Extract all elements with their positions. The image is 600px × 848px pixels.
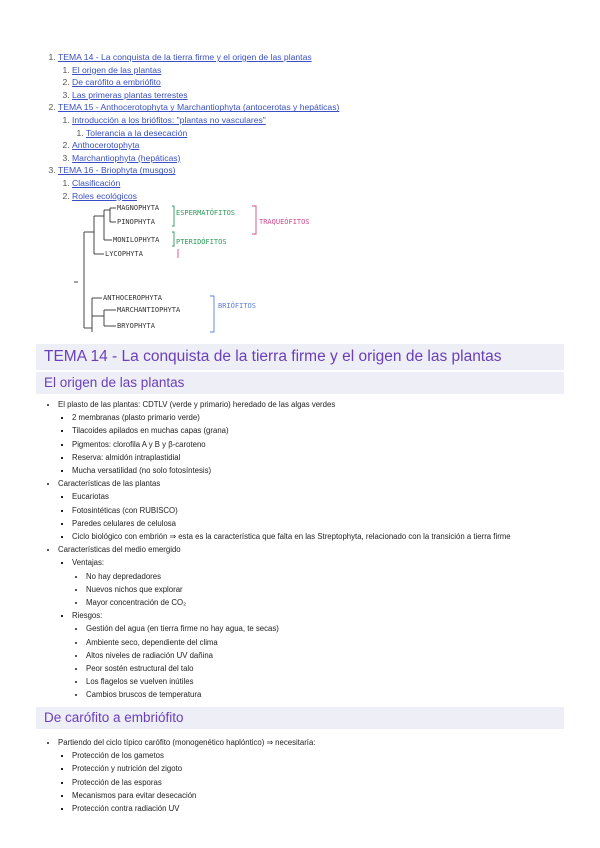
toc-link-roles[interactable]: Roles ecológicos	[72, 190, 137, 201]
toc-link-tema-15[interactable]: TEMA 15 - Anthocerotophyta y Marchantiophyta (antocerotas y hepáticas)	[58, 102, 340, 113]
annotation-traqueofitos: TRAQUEÓFITOS	[259, 218, 310, 226]
toc-link-carofito[interactable]: De carófito a embriófito	[72, 77, 161, 88]
taxon-label: PINOPHYTA	[117, 218, 155, 226]
toc-item	[86, 127, 564, 140]
section-carofito-content	[46, 736, 566, 815]
annotation-espermatofitos: ESPERMATÓFITOS	[176, 209, 236, 217]
toc-link-clasificacion[interactable]: Clasificación	[72, 177, 121, 188]
toc-item	[72, 64, 564, 77]
taxon-label: MARCHANTIOPHYTA	[117, 306, 181, 314]
taxon-label: MONILOPHYTA	[113, 236, 160, 244]
list-item: ▪ 2 membranas (plasto primario verde)	[72, 411, 566, 424]
green-bracket	[172, 206, 174, 246]
tema-14-header	[36, 344, 564, 370]
list-item: • El plasto de las plantas: CDTLV (verde y primario) heredado de las algas verdes	[58, 398, 566, 411]
toc-link-tema-14[interactable]: TEMA 14 - La conquista de la tierra firme y el origen de las plantas	[58, 52, 312, 62]
list-item: ▪ Protección de las esporas	[72, 776, 566, 789]
list-item: ▪ Ciclo biológico con embrión ⇒ esta es la característica que falta en las Streptophyta, relacionado con la transición a tierra firme	[72, 530, 566, 543]
toc-item	[72, 76, 564, 89]
toc-item	[72, 190, 564, 203]
toc-link-origen[interactable]: El origen de las plantas	[72, 64, 162, 75]
list-item: • Mayor concentración de CO₂	[86, 596, 566, 609]
blue-bracket	[210, 296, 214, 332]
section-title: De carófito a embriófito	[44, 710, 184, 725]
list-item: • No hay depredadores	[86, 570, 566, 583]
taxon-label: ANTHOCEROPHYTA	[103, 294, 163, 302]
list-item: ▪ Fotosintéticas (con RUBISCO)	[72, 504, 566, 517]
page-title: TEMA 14 - La conquista de la tierra firme y el origen de las plantas	[44, 348, 502, 365]
list-item: ▪ Protección y nutrición del zigoto	[72, 762, 566, 775]
toc-item	[72, 152, 564, 165]
toc-link-anthocerotophyta[interactable]: Anthocerotophyta	[72, 140, 140, 151]
toc-link-tolerancia[interactable]: Tolerancia a la desecación	[86, 127, 188, 138]
toc-item	[58, 51, 564, 101]
annotation-pteridofitos: PTERIDÓFITOS	[176, 238, 227, 246]
section-header-carofito	[36, 707, 564, 729]
list-item: ▪ Mecanismos para evitar desecación	[72, 789, 566, 802]
toc-item	[72, 177, 564, 190]
list-item: ▪ Paredes celulares de celulosa	[72, 517, 566, 530]
list-item: • Cambios bruscos de temperatura	[86, 688, 566, 701]
toc-link-tema-16[interactable]: TEMA 16 - Briophyta (musgos)	[58, 165, 176, 176]
toc-item	[58, 101, 564, 164]
phylogeny-sketch	[60, 204, 380, 344]
section-origen-content	[46, 398, 566, 702]
list-item: • Características del medio emergido	[58, 543, 566, 556]
list-item: ▪ Reserva: almidón intraplastidial	[72, 451, 566, 464]
toc-item	[72, 114, 564, 139]
list-item: ▪ Pigmentos: clorofila A y B y β-caroteno	[72, 438, 566, 451]
list-item: • Partiendo del ciclo típico carófito (monogenético haplóntico) ⇒ necesitaría:	[58, 736, 566, 749]
section-header-origen	[36, 372, 564, 394]
annotation-briofitos: BRIÓFITOS	[218, 302, 256, 310]
list-item: • Peor sostén estructural del talo	[86, 662, 566, 675]
list-item: • Características de las plantas	[58, 477, 566, 490]
list-item: ▪ Protección contra radiación UV	[72, 802, 566, 815]
taxon-label: LYCOPHYTA	[105, 250, 143, 258]
toc-link-introduccion-briofitos[interactable]: Introducción a los briófitos: "plantas no vasculares"	[72, 114, 266, 125]
taxon-label: MAGNOPHYTA	[117, 204, 160, 212]
toc-list	[44, 51, 564, 202]
toc-item	[72, 89, 564, 102]
list-item: ▪ Eucariotas	[72, 490, 566, 503]
section-title: El origen de las plantas	[44, 375, 185, 390]
toc-item	[58, 164, 564, 202]
list-item: • Altos niveles de radiación UV dañina	[86, 649, 566, 662]
list-item: • Gestión del agua (en tierra firme no hay agua, te secas)	[86, 622, 566, 635]
taxon-label: BRYOPHYTA	[117, 322, 155, 330]
taxon-labels	[103, 204, 181, 330]
list-item: ▪ Riesgos:	[72, 609, 566, 622]
list-item: ▪ Ventajas:	[72, 556, 566, 569]
list-item: • Ambiente seco, dependiente del clima	[86, 636, 566, 649]
toc-item	[72, 139, 564, 152]
list-item: • Nuevos nichos que explorar	[86, 583, 566, 596]
list-item: ▪ Protección de los gametos	[72, 749, 566, 762]
table-of-contents	[44, 51, 564, 202]
tree-branches	[74, 208, 116, 332]
toc-link-marchantiophyta[interactable]: Marchantiophyta (hepáticas)	[72, 152, 181, 163]
list-item: ▪ Tilacoides apilados en muchas capas (grana)	[72, 424, 566, 437]
list-item: • Los flagelos se vuelven inútiles	[86, 675, 566, 688]
toc-link-primeras-plantas[interactable]: Las primeras plantas terrestes	[72, 89, 188, 100]
list-item: ▪ Mucha versatilidad (no solo fotosíntesis)	[72, 464, 566, 477]
